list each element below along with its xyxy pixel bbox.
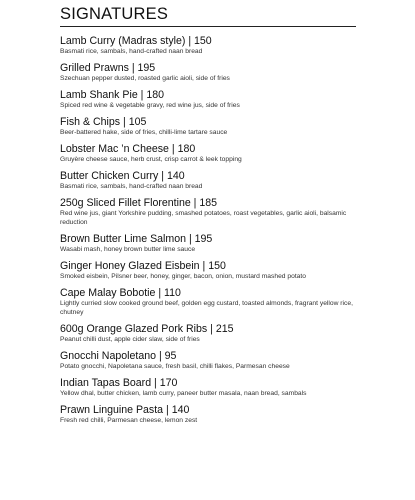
menu-item [60, 233, 356, 254]
menu-item-title: Fish & Chips | 105 [60, 116, 147, 128]
menu-item [60, 143, 356, 164]
menu-item-description: Basmati rice, sambals, hand-crafted naan bread [60, 48, 203, 55]
menu-item [60, 377, 356, 398]
menu-item-description: Spiced red wine & vegetable gravy, red wine jus, side of fries [60, 102, 240, 109]
menu-item [60, 116, 356, 137]
menu-item [60, 260, 356, 281]
menu-item-title: Brown Butter Lime Salmon | 195 [60, 233, 213, 245]
menu-page [60, 4, 356, 431]
menu-item-title: Lobster Mac ’n Cheese | 180 [60, 143, 196, 155]
heading-divider [60, 26, 356, 27]
menu-item-description: Potato gnocchi, Napoletana sauce, fresh basil, chilli flakes, Parmesan cheese [60, 363, 290, 370]
menu-item-title: Prawn Linguine Pasta | 140 [60, 404, 190, 416]
menu-item-title: Cape Malay Bobotie | 110 [60, 287, 181, 299]
section-heading: SIGNATURES [60, 5, 169, 23]
menu-item [60, 62, 356, 83]
menu-item-description: Gruyère cheese sauce, herb crust, crisp carrot & leek topping [60, 156, 242, 163]
menu-item-title: Ginger Honey Glazed Eisbein | 150 [60, 260, 226, 272]
menu-item-description: Basmati rice, sambals, hand-crafted naan bread [60, 183, 203, 190]
menu-item-description: Yellow dhal, butter chicken, lamb curry, paneer butter masala, naan bread, sambals [60, 390, 307, 397]
menu-item [60, 350, 356, 371]
menu-item-description: Fresh red chilli, Parmesan cheese, lemon zest [60, 417, 198, 424]
menu-item-description: Smoked eisbein, Pilsner beer, honey, ginger, bacon, onion, mustard mashed potato [60, 273, 306, 280]
menu-item-description: Wasabi mash, honey brown butter lime sauce [60, 246, 196, 253]
menu-item-description: Red wine jus, giant Yorkshire pudding, smashed potatoes, roast vegetables, garlic aioli, balsamic reduction [60, 210, 347, 226]
menu-item-list [60, 35, 356, 425]
menu-item-description: Lightly curried slow cooked ground beef, golden egg custard, toasted almonds, fragrant yellow rice, chutney [60, 300, 353, 316]
menu-item [60, 170, 356, 191]
menu-item [60, 404, 356, 425]
menu-item-title: 250g Sliced Fillet Florentine | 185 [60, 197, 218, 209]
menu-item-description: Peanut chilli dust, apple cider slaw, side of fries [60, 336, 200, 343]
menu-item [60, 35, 356, 56]
menu-item [60, 323, 356, 344]
menu-item [60, 89, 356, 110]
menu-item-description: Szechuan pepper dusted, roasted garlic aioli, side of fries [60, 75, 230, 82]
menu-item-title: Butter Chicken Curry | 140 [60, 170, 185, 182]
menu-item-description: Beer-battered hake, side of fries, chilli-lime tartare sauce [60, 129, 228, 136]
menu-item-title: 600g Orange Glazed Pork Ribs | 215 [60, 323, 234, 335]
menu-item-title: Grilled Prawns | 195 [60, 62, 156, 74]
menu-item [60, 287, 356, 317]
menu-item [60, 197, 356, 227]
menu-item-title: Lamb Shank Pie | 180 [60, 89, 165, 101]
menu-item-title: Gnocchi Napoletano | 95 [60, 350, 177, 362]
menu-item-title: Indian Tapas Board | 170 [60, 377, 178, 389]
menu-item-title: Lamb Curry (Madras style) | 150 [60, 35, 212, 47]
